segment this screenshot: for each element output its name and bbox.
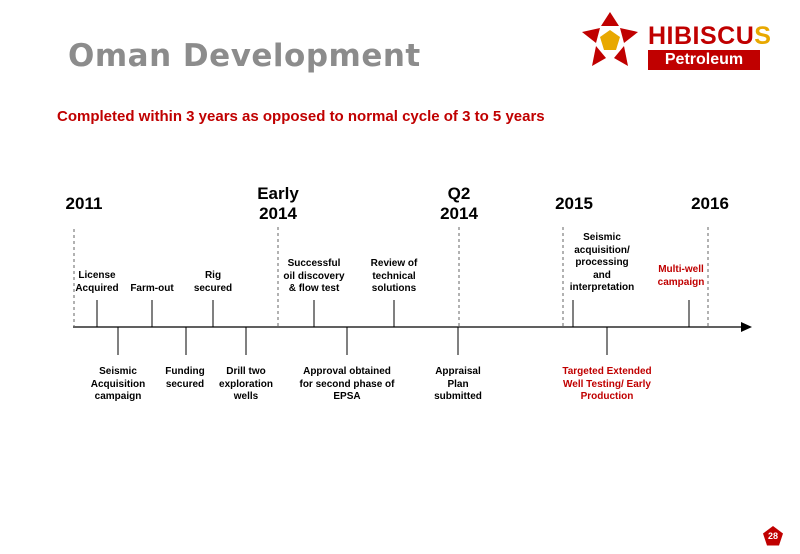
event-license-acquired: License Acquired [75,270,119,294]
page-title: Oman Development [68,38,421,74]
event-review-technical: Review of technical solutions [370,258,418,294]
page-number: 28 [767,531,778,541]
milestone-2015: 2015 [555,194,593,213]
milestone-early-2014: Early 2014 [257,184,299,223]
event-oil-discovery: Successful oil discovery & flow test [283,258,345,294]
logo-subtitle: Petroleum [648,50,760,70]
event-drill-exploration-wells: Drill two exploration wells [219,366,273,402]
subtitle: Completed within 3 years as opposed to normal cycle of 3 to 5 years [57,108,545,125]
event-funding-secured: Funding secured [165,366,205,390]
milestone-2011: 2011 [65,194,103,213]
event-seismic-acquisition-campaign: Seismic Acquisition campaign [90,366,146,402]
event-appraisal-plan: Appraisal Plan submitted [434,366,482,402]
event-approval-epsa: Approval obtained for second phase of EPSA [299,366,395,402]
milestone-2016: 2016 [691,194,729,213]
logo-wordmark-accent: S [754,22,772,50]
event-farm-out: Farm-out [130,283,174,294]
event-seismic-acquisition-processing: Seismic acquisition/ processing and interpretation [569,232,635,293]
timeline-arrowhead [741,322,752,332]
event-multi-well-campaign: Multi-well campaign [657,264,705,288]
event-targeted-ewt: Targeted Extended Well Testing/ Early Production [562,366,652,402]
page-number-badge [762,525,784,547]
event-rig-secured: Rig secured [193,270,233,294]
milestone-q2-2014: Q2 2014 [440,184,478,223]
logo-wordmark-main: HIBISCU [648,22,755,50]
